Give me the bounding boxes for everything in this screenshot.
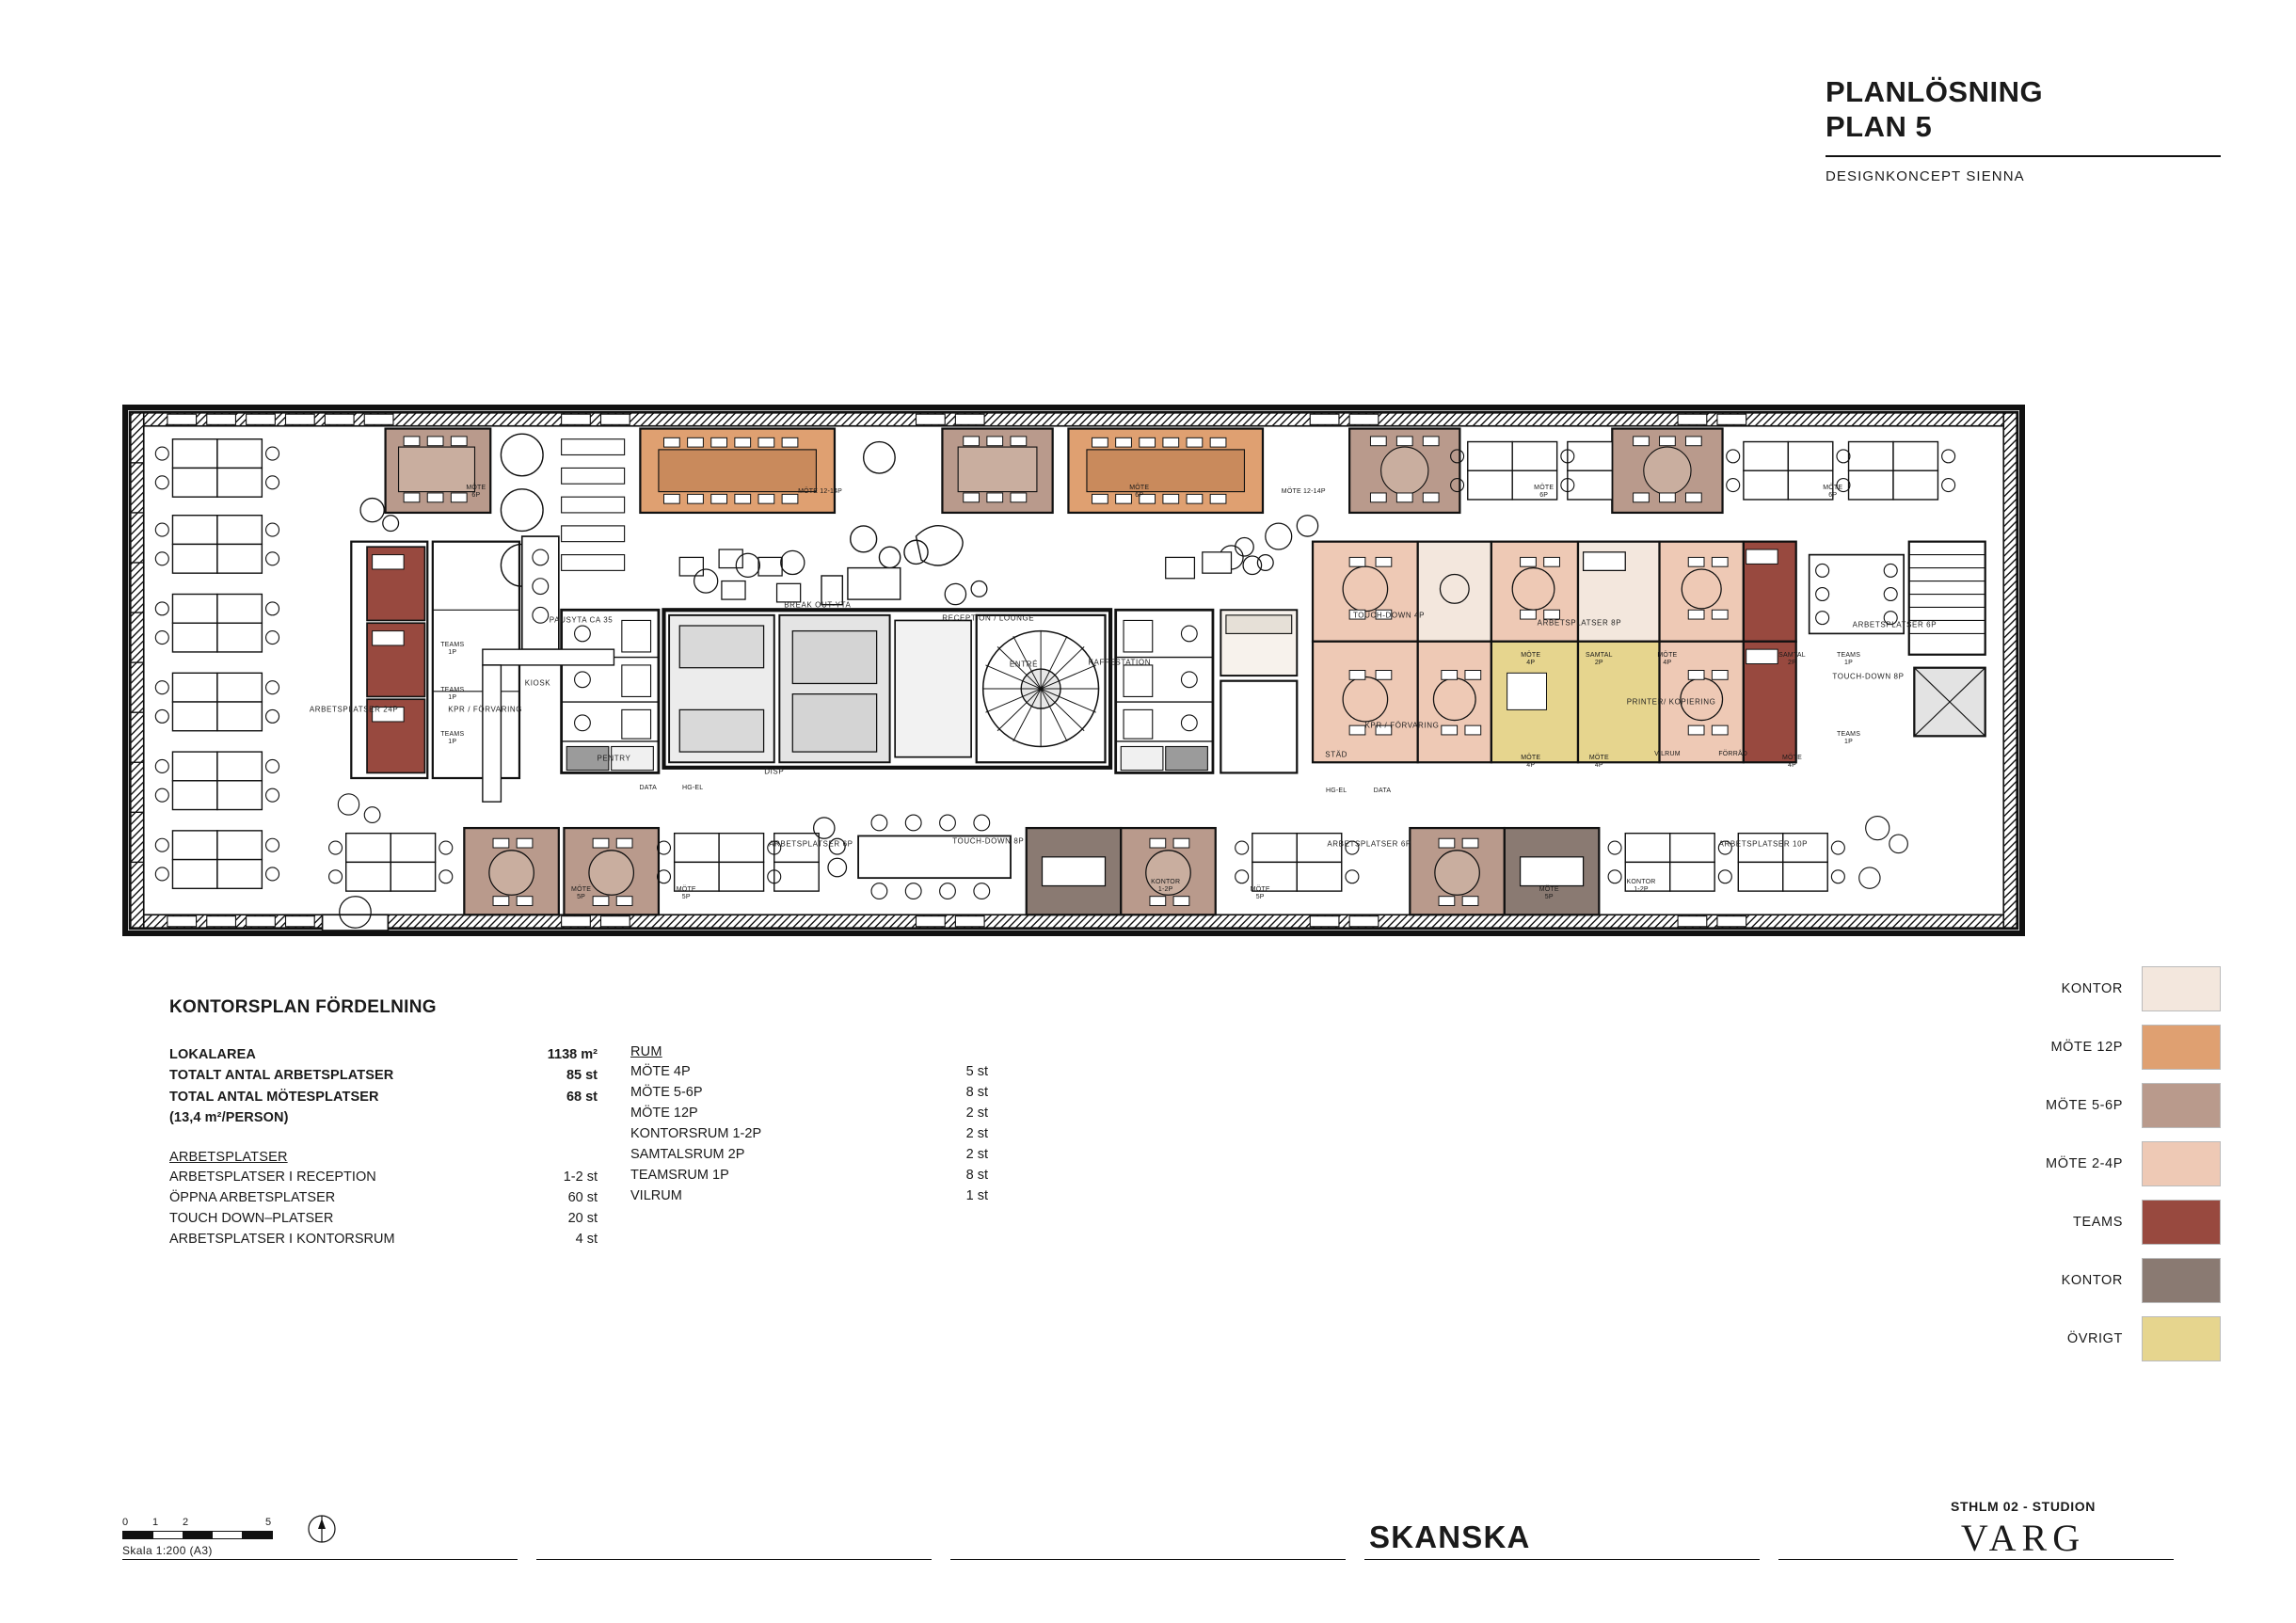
legend-label: KONTOR bbox=[2061, 1273, 2123, 1288]
legend-row bbox=[1844, 960, 2221, 1018]
plan-room-label: MÖTE 4P bbox=[1657, 652, 1678, 667]
stat-row bbox=[630, 1103, 1007, 1123]
legend-label: MÖTE 5-6P bbox=[2046, 1098, 2123, 1113]
legend-row bbox=[1844, 1018, 2221, 1076]
workplaces-heading: ARBETSPLATSER bbox=[169, 1149, 288, 1165]
scale-tick: 1 bbox=[152, 1517, 159, 1528]
legend-swatch bbox=[2142, 1316, 2221, 1361]
plan-zone-label: TOUCH-DOWN 8P bbox=[1832, 672, 1905, 681]
plan-zone-label: DISP bbox=[764, 767, 785, 776]
stat-value: 1 st bbox=[965, 1188, 988, 1204]
stat-row bbox=[169, 1208, 612, 1229]
stat-value: 85 st bbox=[566, 1068, 598, 1084]
plan-room-label: TEAMS 1P bbox=[1836, 731, 1861, 746]
title-line-2: PLAN 5 bbox=[1826, 109, 1933, 143]
legend-swatch bbox=[2142, 1258, 2221, 1303]
studio-block bbox=[1826, 1499, 2221, 1557]
stat-value: 2 st bbox=[965, 1106, 988, 1122]
plan-room-label: SAMTAL 2P bbox=[1778, 652, 1806, 667]
legend-swatch bbox=[2142, 1025, 2221, 1070]
plan-zone-label: RECEPTION / LOUNGE bbox=[942, 613, 1035, 623]
stat-row bbox=[169, 1087, 612, 1107]
legend-row bbox=[1844, 1310, 2221, 1368]
stat-label: MÖTE 5-6P bbox=[630, 1085, 703, 1101]
stat-value: 1-2 st bbox=[563, 1169, 598, 1185]
plan-room-label: MÖTE 5P bbox=[1539, 885, 1559, 900]
plan-room-label: VILRUM bbox=[1654, 750, 1681, 757]
floor-plan bbox=[122, 405, 2025, 936]
stat-value: 2 st bbox=[965, 1147, 988, 1163]
scale-tick-labels bbox=[122, 1517, 273, 1529]
legend-row bbox=[1844, 1251, 2221, 1310]
statistics-left-column bbox=[169, 1044, 612, 1249]
stat-row bbox=[169, 1044, 612, 1065]
plan-zone-label: TOUCH-DOWN 8P bbox=[952, 836, 1025, 846]
plan-zone-label: ARBETSPLATSER 10P bbox=[1718, 839, 1809, 849]
scale-tick: 0 bbox=[122, 1517, 129, 1528]
plan-zone-label: KAFFESTATION bbox=[1088, 658, 1152, 667]
title-line-1: PLANLÖSNING bbox=[1826, 75, 2044, 108]
client-logo: SKANSKA bbox=[1369, 1520, 1531, 1554]
title-subtitle: DESIGNKONCEPT SIENNA bbox=[1826, 168, 2025, 185]
stat-label: MÖTE 12P bbox=[630, 1106, 698, 1122]
legend-label: KONTOR bbox=[2061, 981, 2123, 996]
stat-value: 5 st bbox=[965, 1064, 988, 1079]
plan-zone-label: STÄD bbox=[1325, 750, 1348, 759]
scale-bar bbox=[122, 1531, 273, 1539]
plan-room-label: MÖTE 12-14P bbox=[1281, 487, 1326, 495]
plan-zone-label: ARBETSPLATSER 8P bbox=[1537, 618, 1622, 628]
north-arrow-icon bbox=[306, 1513, 338, 1550]
legend-row bbox=[1844, 1135, 2221, 1193]
plan-room-label: MÖTE 4P bbox=[1521, 652, 1541, 667]
plan-room-label: TEAMS 1P bbox=[1836, 652, 1861, 667]
stat-row bbox=[630, 1144, 1007, 1165]
stat-value: 4 st bbox=[575, 1231, 598, 1247]
stat-row bbox=[630, 1123, 1007, 1144]
scale-tick: 5 bbox=[265, 1517, 272, 1528]
stat-label: SAMTALSRUM 2P bbox=[630, 1147, 745, 1163]
legend-row bbox=[1844, 1076, 2221, 1135]
legend-label: MÖTE 2-4P bbox=[2046, 1156, 2123, 1171]
plan-room-label: MÖTE 5P bbox=[1250, 885, 1270, 900]
plan-room-label: FÖRRÅD bbox=[1718, 750, 1748, 757]
title-divider bbox=[1826, 155, 2221, 157]
stat-row bbox=[169, 1107, 612, 1128]
plan-zone-label: ARBETSPLATSER 6P bbox=[769, 839, 853, 849]
stat-value: 60 st bbox=[567, 1189, 598, 1205]
stat-label: ÖPPNA ARBETSPLATSER bbox=[169, 1189, 336, 1205]
plan-zone-label: PRINTER/ KOPIERING bbox=[1626, 697, 1716, 707]
legend-label: MÖTE 12P bbox=[2050, 1040, 2123, 1055]
statistics-main-list bbox=[169, 1044, 612, 1129]
stat-label: MÖTE 4P bbox=[630, 1064, 691, 1079]
legend-label: TEAMS bbox=[2073, 1215, 2123, 1230]
stat-value: 8 st bbox=[965, 1168, 988, 1184]
plan-zone-label: PAUSYTA CA 35 bbox=[549, 615, 614, 625]
stat-value: 68 st bbox=[566, 1089, 598, 1105]
scale-tick: 2 bbox=[183, 1517, 189, 1528]
plan-room-label: DATA bbox=[639, 785, 657, 792]
plan-room-label: MÖTE 6P bbox=[1129, 484, 1150, 499]
statistics-right-column bbox=[630, 1044, 1007, 1206]
plan-zone-label: PENTRY bbox=[597, 754, 631, 763]
plan-room-label: KONTOR 1-2P bbox=[1626, 878, 1656, 893]
plan-zone-label: BREAK OUT-YTA bbox=[784, 600, 852, 610]
scale-caption: Skala 1:200 (A3) bbox=[122, 1544, 213, 1557]
stat-row bbox=[169, 1065, 612, 1086]
stat-label: VILRUM bbox=[630, 1188, 682, 1204]
plan-room-label: TEAMS 1P bbox=[440, 686, 465, 701]
statistics-block bbox=[169, 997, 1016, 1247]
stat-row bbox=[630, 1185, 1007, 1206]
plan-room-label: MÖTE 6P bbox=[1534, 484, 1555, 499]
project-name: STHLM 02 - STUDION bbox=[1951, 1499, 2096, 1514]
stat-label: LOKALAREA bbox=[169, 1047, 256, 1062]
plan-zone-label: KIOSK bbox=[524, 678, 551, 688]
plan-room-label: SAMTAL 2P bbox=[1585, 652, 1613, 667]
floor-plan-drawing bbox=[128, 410, 2019, 931]
rooms-heading: RUM bbox=[630, 1044, 662, 1059]
plan-room-label: MÖTE 4P bbox=[1588, 755, 1609, 770]
stat-row bbox=[169, 1229, 612, 1249]
plan-room-label: HG-EL bbox=[681, 785, 704, 792]
stat-value: 20 st bbox=[567, 1210, 598, 1226]
plan-zone-label: ARBETSPLATSER 24P bbox=[309, 705, 399, 714]
stat-row bbox=[169, 1167, 612, 1187]
rooms-list bbox=[630, 1061, 1007, 1206]
stat-row bbox=[630, 1082, 1007, 1103]
floor-plan-canvas bbox=[128, 410, 2019, 931]
plan-zone-label: TOUCH-DOWN 4P bbox=[1352, 611, 1426, 620]
plan-zone-label: KPR / FÖRVARING bbox=[448, 705, 523, 714]
legend-swatch bbox=[2142, 966, 2221, 1011]
plan-room-label: KONTOR 1-2P bbox=[1151, 878, 1181, 893]
legend-label: ÖVRIGT bbox=[2066, 1331, 2123, 1346]
plan-room-label: TEAMS 1P bbox=[440, 731, 465, 746]
plan-room-label: HG-EL bbox=[1325, 787, 1347, 794]
plan-zone-label: ARBETSPLATSER 6P bbox=[1327, 839, 1411, 849]
stat-row bbox=[630, 1061, 1007, 1082]
legend bbox=[1844, 960, 2221, 1368]
stat-value bbox=[508, 1107, 598, 1128]
stat-row bbox=[169, 1187, 612, 1208]
plan-room-label: MÖTE 12-14P bbox=[798, 487, 843, 495]
title-block bbox=[1826, 75, 2221, 184]
footer-rules bbox=[0, 1559, 2296, 1561]
stat-label: TOTAL ANTAL MÖTESPLATSER bbox=[169, 1089, 379, 1105]
stat-value: 1138 m² bbox=[547, 1047, 598, 1062]
statistics-heading: KONTORSPLAN FÖRDELNING bbox=[169, 997, 437, 1017]
legend-swatch bbox=[2142, 1083, 2221, 1128]
stat-label: TOUCH DOWN–PLATSER bbox=[169, 1210, 334, 1226]
plan-room-label: MÖTE 6P bbox=[466, 484, 486, 499]
stat-value: 8 st bbox=[965, 1085, 988, 1101]
legend-swatch bbox=[2142, 1141, 2221, 1186]
plan-room-label: MÖTE 5P bbox=[571, 885, 592, 900]
plan-room-label: MÖTE 6P bbox=[1823, 484, 1843, 499]
stat-value: 2 st bbox=[965, 1126, 988, 1142]
plan-room-label: MÖTE 4P bbox=[1782, 755, 1803, 770]
plan-room-label: MÖTE 4P bbox=[1521, 755, 1541, 770]
stat-label: KONTORSRUM 1-2P bbox=[630, 1126, 762, 1142]
plan-room-label: MÖTE 5P bbox=[676, 885, 696, 900]
stat-label: TOTALT ANTAL ARBETSPLATSER bbox=[169, 1068, 394, 1084]
workplaces-list bbox=[169, 1167, 612, 1249]
stat-label: TEAMSRUM 1P bbox=[630, 1168, 729, 1184]
plan-room-label: DATA bbox=[1373, 787, 1392, 794]
studio-logo: VARG bbox=[1960, 1517, 2086, 1559]
plan-zone-label: KPR / FÖRVARING bbox=[1364, 721, 1440, 730]
stat-row bbox=[630, 1165, 1007, 1185]
stat-label: (13,4 m²/PERSON) bbox=[169, 1110, 289, 1126]
plan-zone-label: ARBETSPLATSER 6P bbox=[1852, 620, 1937, 629]
scale-bar-block bbox=[122, 1517, 405, 1557]
plan-room-label: TEAMS 1P bbox=[440, 642, 465, 657]
stat-label: ARBETSPLATSER I KONTORSRUM bbox=[169, 1231, 395, 1247]
legend-row bbox=[1844, 1193, 2221, 1251]
stat-label: ARBETSPLATSER I RECEPTION bbox=[169, 1169, 376, 1185]
legend-swatch bbox=[2142, 1200, 2221, 1245]
plan-zone-label: ENTRÉ bbox=[1009, 660, 1039, 669]
